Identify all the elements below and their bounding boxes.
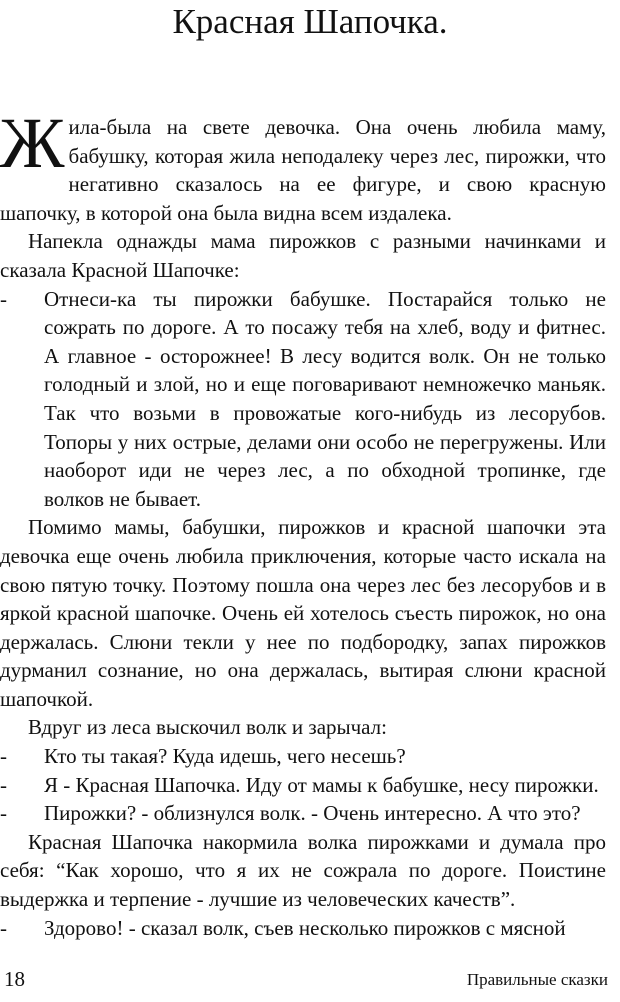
paragraph-text: ила-была на свете девочка. Она очень любила маму, бабушку, которая жила неподалеку через лес, пирожки, что негативно сказалось на ее фигуре, и свою красную шапочку, в которой она была видна всем издалека. (0, 115, 606, 225)
dialog-text: Кто ты такая? Куда идешь, чего несешь? (44, 744, 406, 769)
story-text (0, 103, 606, 942)
dialog-line (0, 914, 606, 943)
paragraph: Помимо мамы, бабушки, пирожков и красной шапочки эта девочка еще очень любила приключения, которые часто искала на свою пятую точку. Поэтому пошла она через лес без лесорубов и в яркой красной шапочке. Очень ей хотелось съесть пирожок, но она держалась. Слюни текли у нее по подбородку, запах пирожков дурманил сознание, но она держалась, вытирая слюни красной шапочкой. (0, 515, 606, 711)
dialog-dash: - (0, 744, 7, 769)
paragraph: Напекла однажды мама пирожков с разными начинками и сказала Красной Шапочке: (0, 229, 606, 282)
dialog-text: Пирожки? - облизнулся волк. - Очень интересно. А что это? (44, 801, 581, 826)
dialog-dash: - (0, 772, 7, 797)
dialog-text: Я - Красная Шапочка. Иду от мамы к бабушке, несу пирожки. (44, 772, 599, 797)
drop-cap: Ж (0, 103, 65, 183)
dialog-line (0, 742, 606, 771)
dialog-line (0, 285, 606, 514)
dialog-dash: - (0, 915, 7, 940)
paragraph: Красная Шапочка накормила волка пирожками и думала про себя: “Как хорошо, что я их не сожрала по дороге. Поистине выдержка и терпение - лучшие из человеческих качеств”. (0, 829, 606, 912)
dialog-dash: - (0, 801, 7, 826)
dialog-text: Отнеси-ка ты пирожки бабушке. Постарайся только не сожрать по дороге. А то посажу тебя на хлеб, воду и фитнес. А главное - осторожнее! В лесу водится волк. Он не только голодный и злой, но и еще поговаривают немножечко маньяк. Так что возьми в провожатые кого-нибудь из лесорубов. Топоры у них острые, делами они особо не перегружены. Или наоборот иди не через лес, а по обходной тропинке, где волков не бывает. (44, 286, 606, 511)
dialog-text: Здорово! - сказал волк, съев несколько пирожков с мясной (44, 915, 566, 940)
page-title: Красная Шапочка. (172, 2, 448, 41)
page-number: 18 (4, 967, 25, 991)
paragraph: Вдруг из леса выскочил волк и зарычал: (28, 715, 387, 740)
dialog-line (0, 799, 606, 828)
running-title: Правильные сказки (466, 970, 608, 989)
dialog-line (0, 771, 606, 800)
dialog-dash: - (0, 286, 7, 311)
paragraph (0, 103, 606, 227)
